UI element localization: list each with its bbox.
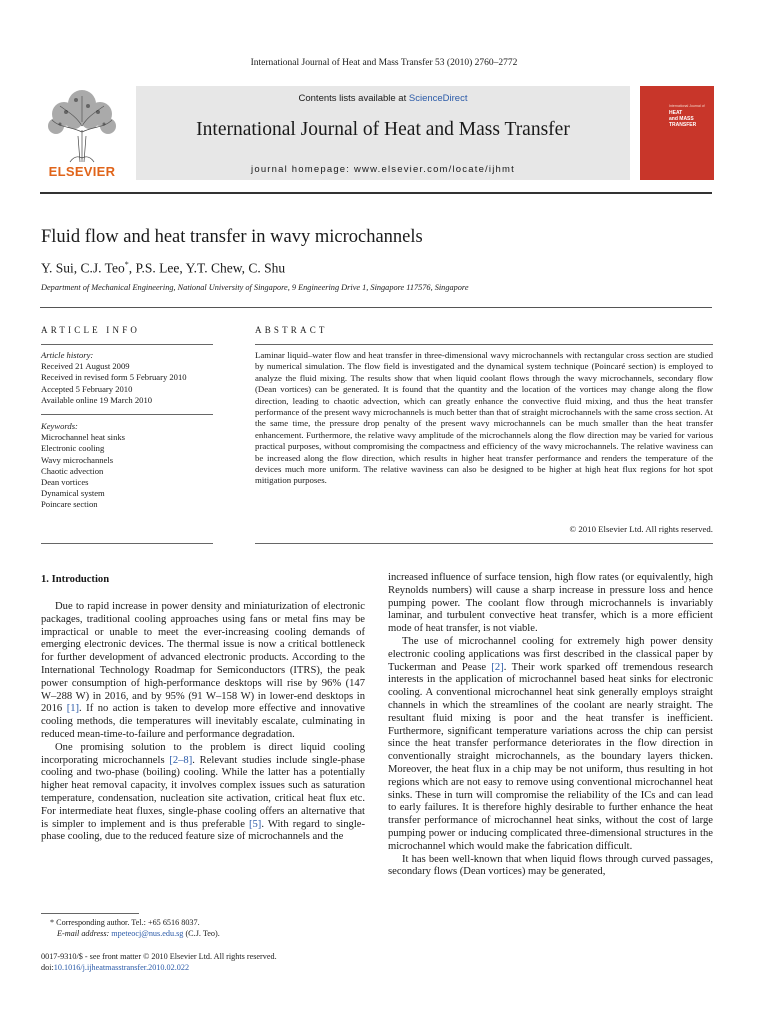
email-suffix: (C.J. Teo). (185, 929, 220, 938)
abstract-bottom-rule (255, 543, 713, 544)
authors-rest: , P.S. Lee, Y.T. Chew, C. Shu (128, 260, 286, 276)
text-run: . With regard to single-phase cooling, due to the reduced feature size of microchannels and the (41, 818, 366, 843)
history-item: Received 21 August 2009 (41, 361, 130, 372)
text-run: The use of microchannel cooling for extremely high power density electronic cooling applications was first described in the classical paper by Tuckerman and Pease (388, 635, 713, 673)
doi-prefix: doi: (41, 963, 54, 972)
article-history (41, 350, 187, 406)
citation-link[interactable]: [2] (491, 661, 504, 673)
cover-title-transfer: TRANSFER (669, 122, 697, 128)
citation-link[interactable]: [1] (66, 703, 80, 715)
keyword: Dean vortices (41, 477, 89, 488)
title-divider (40, 307, 712, 308)
keyword: Electronic cooling (41, 443, 105, 454)
footnote-mark: * (50, 918, 55, 927)
keyword: Dynamical system (41, 488, 105, 499)
right-column (388, 572, 713, 879)
citation-link[interactable]: [2–8] (169, 754, 193, 766)
contents-line (136, 93, 630, 104)
abstract-label: ABSTRACT (255, 325, 328, 335)
section-heading: 1. Introduction (41, 574, 110, 585)
abstract-copyright: © 2010 Elsevier Ltd. All rights reserved. (569, 524, 713, 534)
article-info-rule (41, 344, 213, 345)
journal-cover-thumbnail (640, 86, 714, 180)
email-link[interactable]: mpeteocj@nus.edu.sg (111, 929, 184, 938)
email-footnote (57, 929, 220, 940)
front-matter-line: 0017-9310/$ - see front matter © 2010 Elsevier Ltd. All rights reserved. (41, 952, 277, 961)
keyword: Poincare section (41, 499, 98, 510)
doi-link[interactable]: 10.1016/j.ijheatmasstransfer.2010.02.022 (53, 963, 190, 972)
elsevier-wordmark: ELSEVIER (48, 164, 116, 179)
left-column (41, 601, 365, 844)
paragraph (388, 636, 713, 854)
keywords-block (41, 421, 125, 511)
article-title: Fluid flow and heat transfer in wavy microchannels (41, 227, 423, 247)
history-label: Article history: (41, 350, 94, 360)
text-run: . Relevant studies include single-phase cooling and two-phase (boiling) cooling. While the latter has a potentially higher heat removal capacity, it involves complex issues such as saturation temperature, condensation, nucleation site activation, critical heat flux etc. For intermediate heat fluxes, single-phase cooling offers an alternative that is simpler to implement and is thus preferable (41, 754, 365, 830)
sciencedirect-link[interactable]: ScienceDirect (408, 93, 468, 104)
contents-prefix: Contents lists available at (298, 93, 409, 104)
corresponding-author-mark[interactable]: * (124, 260, 129, 269)
cover-title-heat: HEAT (669, 110, 683, 116)
email-label: E-mail address: (57, 929, 110, 938)
abstract-text: Laminar liquid–water flow and heat transfer in three-dimensional wavy microchannels with rectangular cross section are studied by numerical simulation. The flow field is investigated and the dynamical system technique (Poincaré section) is employed to analyze the fluid mixing. The results show that when liquid coolant flows through the wavy microchannels, secondary flow (Dean vortices) can be generated. It is found that the quantity and the location of the vortices may change along the flow direction, leading to chaotic advection, which can greatly enhance the convective fluid mixing, and thus the heat transfer performance of the present wavy microchannels is much better than that of straight microchannels with the same cross section. At the same time, the pressure drop penalty of the present wavy microchannels can be much smaller than the heat transfer enhancement. Furthermore, the relative wavy amplitude of the microchannels along the flow direction may be varied for various practical purposes, without compromising the compactness and efficiency of the wavy microchannels. The relative waviness can be increased along the flow direction, which results in higher heat transfer performance and renders the temperature of the devices much more uniform. The relative waviness can also be designed to be higher at high heat flux regions for hot spot mitigation purposes. (255, 350, 713, 486)
history-item: Accepted 5 February 2010 (41, 383, 133, 394)
cover-title-mass: and MASS (669, 116, 694, 122)
history-item: Received in revised form 5 February 2010 (41, 372, 187, 383)
paragraph: increased influence of surface tension, high flow rates (or equivalently, high Reynolds numbers) will cause a sharp increase in pressure loss and hence pumping power. The coolant flow through microchannels is invariably laminar, and turbulent convective heat transfer, which is a more efficient mode of heat transfer, is not viable. (388, 572, 713, 635)
corresponding-footnote (50, 918, 200, 929)
running-head: International Journal of Heat and Mass Transfer 53 (2010) 2760–2772 (250, 58, 518, 68)
keyword: Chaotic advection (41, 465, 104, 476)
keyword: Microchannel heat sinks (41, 432, 126, 443)
history-rule (41, 414, 213, 415)
masthead-divider (40, 192, 712, 194)
journal-title: International Journal of Heat and Mass Transfer (196, 119, 570, 140)
keywords-label: Keywords: (41, 421, 78, 431)
keywords-rule (41, 543, 213, 544)
citation-link[interactable]: [5] (248, 818, 262, 830)
authors-first: Y. Sui, C.J. Teo (41, 260, 125, 276)
keyword: Wavy microchannels (41, 454, 114, 465)
article-info-label: ARTICLE INFO (41, 325, 141, 335)
text-run: . If no action is taken to develop more effective and innovative cooling methods, die temperatures will inevitably escalate, culminating in reduced mean-time-to-failure and performance degradation. (41, 703, 366, 740)
text-run: One promising solution to the problem is direct liquid cooling incorporating microchannels (41, 741, 365, 766)
affiliation: Department of Mechanical Engineering, National University of Singapore, 9 Engineering Drive 1, Singapore 117576, Singapore (41, 283, 469, 292)
paragraph: It has been well-known that when liquid flows through curved passages, secondary flows (Dean vortices) may be generated, (388, 853, 713, 878)
text-run: . Their work sparked off tremendous research interests in the application of microchannel based heat sinks for electronic cooling. A conventional microchannel heat sink generally employs straight channels in which the streamlines of the coolant are nearly straight. The resultant fluid mixing is poor and the heat transfer is inefficient. Furthermore, significant temperature variations across the chip can persist since the heat transfer performance deteriorates in the flow direction in conventionally straight microchannels, as the boundary layers thicken. Moreover, the heat flux in a chip may be not uniform, thus resulting in hot regions which are not easy to remove using conventional microchannel heat sinks. These in turn will compromise the reliability of the ICs and can lead to early failures. It is therefore highly desirable to further enhance the heat transfer performance of microchannel heat sinks, without the cost of large pumping power or inducing complicated three-dimensional structures in the microchannel which would make the fabrication difficult. (388, 661, 713, 852)
journal-homepage[interactable]: journal homepage: www.elsevier.com/locate/ijhmt (251, 164, 515, 175)
corresponding-text: Corresponding author. Tel.: +65 6516 8037. (56, 918, 200, 927)
history-item: Available online 19 March 2010 (41, 394, 153, 405)
cover-journal-line: International Journal of (669, 104, 705, 108)
paragraph (41, 601, 365, 742)
paragraph (41, 742, 365, 844)
text-run: Due to rapid increase in power density and miniaturization of electronic packages, traditional cooling approaches using fans or metal fins may be impractical or unable to meet the ever-increasing cooling demands of emerging electronic devices. The thermal issue is now a critical bottleneck for further development of advanced electronic products. According to the International Technology Roadmap for Semiconductors (ITRS), the peak power consumption of high-performance desktops will rise by 96% (147 W–288 W) in 2016, and by 95% (91 W–158 W) in lower-end desktops in 2016 (41, 601, 365, 715)
abstract-rule (255, 344, 713, 345)
footnote-rule (41, 913, 139, 914)
author-list (41, 260, 285, 277)
doi-line (41, 963, 189, 974)
